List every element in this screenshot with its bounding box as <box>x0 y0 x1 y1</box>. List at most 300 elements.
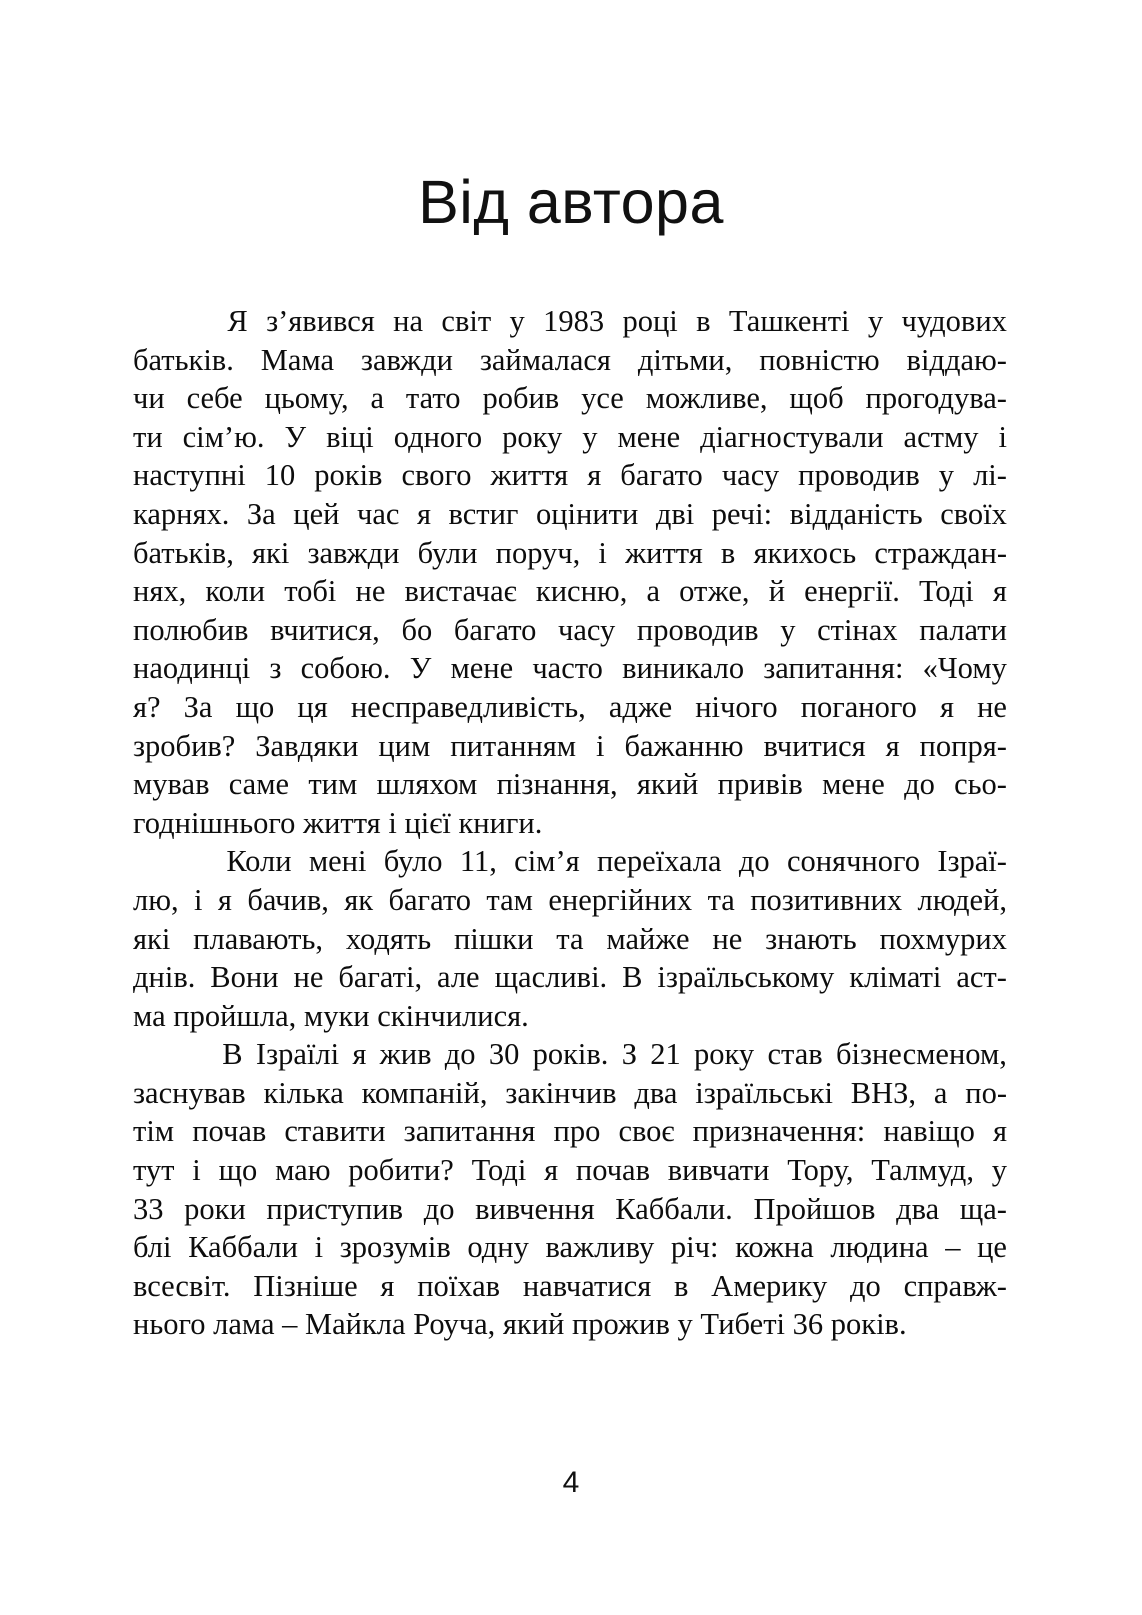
word: до <box>738 844 770 879</box>
word: у <box>867 304 884 338</box>
word: За <box>183 689 213 724</box>
word: поїхав <box>417 1268 501 1303</box>
word: і <box>998 419 1007 454</box>
text-line <box>133 1151 1007 1190</box>
word: завжди <box>307 535 400 570</box>
word: свого <box>401 458 472 493</box>
word: ізраїльські <box>695 1075 833 1110</box>
word: чудових <box>901 304 1007 338</box>
word: речі: <box>711 496 773 531</box>
text-line <box>133 456 1007 495</box>
word: року <box>694 1037 755 1072</box>
word: щоб <box>789 381 844 416</box>
word: своє <box>618 1114 675 1149</box>
word: не <box>712 921 743 956</box>
word: щасливі. <box>494 960 608 995</box>
word: і <box>596 728 605 763</box>
word: багаті, <box>338 960 423 995</box>
word: з <box>269 651 282 686</box>
word: проводив <box>636 612 759 647</box>
word: сім’я <box>514 844 580 879</box>
word: лі- <box>973 458 1007 493</box>
word: оцінити <box>535 496 639 531</box>
paragraph <box>133 1035 1007 1344</box>
word: зрозумів <box>339 1230 451 1265</box>
word: Америку <box>711 1268 828 1303</box>
word: років. <box>532 1037 609 1072</box>
paragraph <box>133 842 1007 1035</box>
word: 33 <box>133 1191 164 1226</box>
word: адже <box>608 689 673 724</box>
word: ма <box>133 998 166 1033</box>
word: мені <box>308 844 367 879</box>
word: сьо- <box>954 767 1007 802</box>
word: годнішнього <box>133 805 296 840</box>
word: що <box>218 1153 258 1188</box>
word: річ: <box>670 1230 719 1265</box>
word: і <box>388 805 397 840</box>
word: я <box>416 496 431 531</box>
word: тім <box>133 1114 175 1149</box>
word: вивчати <box>667 1153 770 1188</box>
word: ця <box>297 689 328 724</box>
word: карнях. <box>133 496 230 531</box>
word: У <box>409 651 432 686</box>
word: а <box>370 381 385 416</box>
word: й <box>768 574 786 609</box>
word: та <box>707 882 735 917</box>
word: бачив, <box>247 882 329 917</box>
space <box>397 804 405 843</box>
word: завжди <box>360 342 453 377</box>
word: не <box>355 574 386 609</box>
word: себе <box>186 381 243 416</box>
text-line <box>133 920 1007 959</box>
word: зробив? <box>133 728 236 763</box>
word: саме <box>228 767 290 802</box>
text-line <box>133 842 1007 881</box>
word: віці <box>326 419 374 454</box>
word: За <box>246 496 276 531</box>
word: майже <box>606 921 690 956</box>
word: полюбив <box>133 612 249 647</box>
word: запитання: <box>763 651 904 686</box>
word: Тоді <box>919 574 974 609</box>
word: не <box>293 960 324 995</box>
word: В <box>222 1037 243 1072</box>
word: енергійних <box>548 882 693 917</box>
word: почав <box>192 1114 267 1149</box>
word: про <box>553 1114 601 1149</box>
space <box>295 804 303 843</box>
word: Завдяки <box>255 728 359 763</box>
word: у <box>991 1153 1007 1188</box>
word: усе <box>581 381 624 416</box>
word: пішки <box>453 921 534 956</box>
page-number: 4 <box>562 1466 580 1499</box>
word: мене <box>617 419 681 454</box>
word: до <box>423 1191 455 1226</box>
word: Вони <box>210 960 279 995</box>
body-text <box>133 302 1007 1344</box>
word: нічого <box>695 689 778 724</box>
word: що <box>235 689 275 724</box>
word: цьому, <box>264 381 349 416</box>
word: попря- <box>919 728 1007 763</box>
word: батьків, <box>133 535 234 570</box>
word: проводив <box>798 458 920 493</box>
word: батьків. <box>133 342 234 377</box>
word: дітьми, <box>637 342 733 377</box>
word: одного <box>393 419 483 454</box>
word: часу <box>558 612 616 647</box>
word: і <box>194 882 203 917</box>
word: Пройшов <box>753 1191 876 1226</box>
word: які <box>251 535 290 570</box>
text-line <box>133 765 1007 804</box>
word: році <box>622 304 678 338</box>
text-line <box>133 1190 1007 1229</box>
text-line <box>133 727 1007 766</box>
word: встиг <box>448 496 519 531</box>
word: тут <box>133 1153 175 1188</box>
word: людина <box>830 1230 929 1265</box>
word: 30 <box>488 1037 520 1072</box>
word: Тибеті <box>700 1307 785 1342</box>
word: діагностували <box>700 419 884 454</box>
word: по- <box>965 1075 1007 1110</box>
word: наступні <box>133 458 246 493</box>
word: як <box>344 882 374 917</box>
word: – <box>282 1307 298 1342</box>
word: Пізніше <box>253 1268 358 1303</box>
space <box>381 804 389 843</box>
word: «Чому <box>922 651 1007 686</box>
word: віддаю- <box>906 342 1007 377</box>
word: світ <box>441 304 492 338</box>
word: собою. <box>300 651 391 686</box>
word: В <box>622 960 643 995</box>
word: там <box>486 882 533 917</box>
word: Каббали <box>188 1230 298 1265</box>
word: 21 <box>650 1037 681 1072</box>
word: у <box>938 458 955 493</box>
word: привів <box>717 767 803 802</box>
word: я? <box>133 689 161 724</box>
word: нях, <box>133 574 187 609</box>
word: бажанню <box>624 728 744 763</box>
word: Талмуд, <box>871 1153 974 1188</box>
space <box>451 804 459 843</box>
word: і <box>598 535 607 570</box>
text-line <box>133 302 1007 341</box>
word: повністю <box>759 342 880 377</box>
word: я <box>352 1037 367 1072</box>
word: до <box>850 1268 881 1303</box>
word: запитання <box>403 1114 536 1149</box>
word: не <box>977 689 1007 724</box>
word: прогодува- <box>865 381 1007 416</box>
word: похмурих <box>879 921 1007 956</box>
word: бізнесменом, <box>835 1037 1007 1072</box>
word: астму <box>903 419 979 454</box>
word: і <box>192 1153 201 1188</box>
word: а <box>933 1075 948 1110</box>
word: року <box>502 419 563 454</box>
word: Роуча, <box>413 1307 496 1342</box>
word: компаній, <box>361 1075 488 1110</box>
word: лама <box>213 1307 275 1342</box>
word: до <box>904 767 935 802</box>
word: Коли <box>226 844 292 879</box>
paragraph <box>133 302 1007 842</box>
word: цієї <box>404 805 451 840</box>
word: в <box>696 304 711 338</box>
word: вивчення <box>475 1191 595 1226</box>
word: я <box>885 728 900 763</box>
word: 10 <box>264 458 296 493</box>
space <box>205 1305 213 1344</box>
space <box>670 1305 678 1344</box>
text-line <box>133 572 1007 611</box>
word: навіщо <box>883 1114 975 1149</box>
page-title: Від автора <box>418 167 724 236</box>
word: став <box>767 1037 823 1072</box>
word: 11, <box>459 844 497 879</box>
text-line <box>133 1074 1007 1113</box>
text-line <box>133 1112 1007 1151</box>
word: який <box>502 1307 565 1342</box>
word: багато <box>620 458 703 493</box>
word: своїх <box>940 496 1007 531</box>
word: виникало <box>622 651 745 686</box>
word: мене <box>822 767 885 802</box>
space <box>297 1305 305 1344</box>
space <box>564 1305 572 1344</box>
word: відданість <box>789 496 923 531</box>
word: призначення: <box>692 1114 866 1149</box>
word: 1983 <box>543 304 605 338</box>
word: життя <box>490 458 569 493</box>
word: ставити <box>284 1114 386 1149</box>
word: тим <box>308 767 358 802</box>
word: життя <box>303 805 381 840</box>
text-line <box>133 379 1007 418</box>
word: на <box>393 304 424 338</box>
word: мене <box>450 651 514 686</box>
word: закінчив <box>505 1075 617 1110</box>
word: приступив <box>266 1191 404 1226</box>
word: Тоді <box>471 1153 527 1188</box>
word: років <box>314 458 383 493</box>
word: я <box>380 1268 395 1303</box>
word: книги. <box>458 805 543 840</box>
text-line <box>133 958 1007 997</box>
word: до <box>444 1037 476 1072</box>
word: плавають, <box>193 921 324 956</box>
word: Мама <box>260 342 335 377</box>
word: – <box>945 1230 961 1265</box>
word: у <box>780 612 796 647</box>
text-line <box>133 997 1007 1036</box>
word: скінчилися. <box>377 998 529 1033</box>
word: отже, <box>679 574 750 609</box>
word: мував <box>133 767 210 802</box>
word: сонячного <box>786 844 920 879</box>
word: часто <box>532 651 603 686</box>
text-line <box>133 534 1007 573</box>
word: пізнання, <box>496 767 618 802</box>
word: тобі <box>284 574 337 609</box>
word: кисню, <box>535 574 628 609</box>
word: одну <box>467 1230 529 1265</box>
word: багато <box>388 882 471 917</box>
word: два <box>634 1075 678 1110</box>
word: Каббали. <box>615 1191 733 1226</box>
word: я <box>587 458 602 493</box>
word: вчитися <box>763 728 866 763</box>
word: пройшла, <box>173 998 297 1033</box>
word: чи <box>133 381 165 416</box>
word: поруч, <box>495 535 581 570</box>
word: в <box>674 1268 689 1303</box>
word: я <box>992 574 1007 609</box>
text-line <box>133 688 1007 727</box>
word: всесвіт. <box>133 1268 231 1303</box>
word: аст- <box>956 960 1007 995</box>
word: кілька <box>263 1075 344 1110</box>
word: жив <box>379 1037 432 1072</box>
space <box>275 1305 283 1344</box>
word: Ізраї- <box>937 844 1007 879</box>
word: позитивних <box>750 882 903 917</box>
word: бо <box>401 612 433 647</box>
word: Я <box>227 304 248 338</box>
word: справж- <box>903 1268 1007 1303</box>
word: життя <box>625 535 703 570</box>
word: ізраїльському <box>657 960 835 995</box>
text-line <box>133 611 1007 650</box>
word: роки <box>184 1191 246 1226</box>
text-line <box>133 804 1007 843</box>
word: час <box>356 496 400 531</box>
word: два <box>896 1191 940 1226</box>
word: почав <box>575 1153 650 1188</box>
text-line <box>133 418 1007 457</box>
word: з’явився <box>266 304 375 338</box>
word: наодинці <box>133 651 251 686</box>
word: можливе, <box>645 381 768 416</box>
text-line <box>133 1035 1007 1074</box>
word: були <box>417 535 478 570</box>
word: але <box>437 960 480 995</box>
word: блі <box>133 1230 172 1265</box>
word: які <box>133 921 171 956</box>
word: шляхом <box>376 767 478 802</box>
space <box>406 1305 414 1344</box>
word: робив <box>482 381 560 416</box>
word: у <box>509 304 525 338</box>
word: в <box>720 535 736 570</box>
word: ходять <box>345 921 432 956</box>
word: днів. <box>133 960 196 995</box>
word: Ізраїлі <box>255 1037 340 1072</box>
word: це <box>977 1230 1007 1265</box>
space <box>785 1305 793 1344</box>
text-line <box>133 881 1007 920</box>
word: заснував <box>133 1075 246 1110</box>
word: у <box>677 1307 693 1342</box>
word: людей, <box>917 882 1007 917</box>
word: я <box>544 1153 559 1188</box>
word: було <box>383 844 443 879</box>
word: знають <box>765 921 857 956</box>
word: маю <box>275 1153 331 1188</box>
word: у <box>582 419 598 454</box>
word: тато <box>405 381 461 416</box>
word: кожна <box>735 1230 814 1265</box>
word: займалася <box>479 342 611 377</box>
word: і <box>314 1230 324 1265</box>
word: та <box>556 921 584 956</box>
word: У <box>284 419 307 454</box>
word: нього <box>133 1307 206 1342</box>
word: сім’ю. <box>182 419 265 454</box>
word: муки <box>303 998 370 1033</box>
word: я <box>217 882 232 917</box>
word: лю, <box>133 882 179 917</box>
word: несправедливість, <box>350 689 586 724</box>
text-line <box>133 649 1007 688</box>
word: питанням <box>450 728 577 763</box>
word: Ташкенті <box>728 304 850 338</box>
word: стінах <box>817 612 898 647</box>
text-line <box>133 1228 1007 1267</box>
word: багато <box>453 612 537 647</box>
word: який <box>636 767 699 802</box>
text-line <box>133 1305 1007 1344</box>
word: цим <box>378 728 431 763</box>
word: цей <box>293 496 340 531</box>
word: ти <box>133 419 163 454</box>
word: а <box>646 574 661 609</box>
word: 36 <box>792 1307 824 1342</box>
space <box>693 1305 701 1344</box>
word: прожив <box>571 1307 670 1342</box>
word: палати <box>919 612 1007 647</box>
space <box>495 1305 503 1344</box>
word: енергії. <box>804 574 900 609</box>
word: ща- <box>959 1191 1007 1226</box>
word: дві <box>655 496 695 531</box>
word: вистачає <box>404 574 517 609</box>
word: я <box>939 689 954 724</box>
word: переїхала <box>596 844 722 879</box>
word: Майкла <box>305 1307 406 1342</box>
word: я <box>992 1114 1007 1149</box>
space <box>166 997 174 1036</box>
word: важливу <box>545 1230 655 1265</box>
text-line <box>133 341 1007 380</box>
word: З <box>621 1037 637 1072</box>
word: коли <box>205 574 266 609</box>
word: Тору, <box>787 1153 854 1188</box>
word: кліматі <box>849 960 942 995</box>
word: поганого <box>800 689 917 724</box>
word: навчатися <box>522 1268 652 1303</box>
space <box>296 997 304 1036</box>
word: вчитися, <box>270 612 380 647</box>
